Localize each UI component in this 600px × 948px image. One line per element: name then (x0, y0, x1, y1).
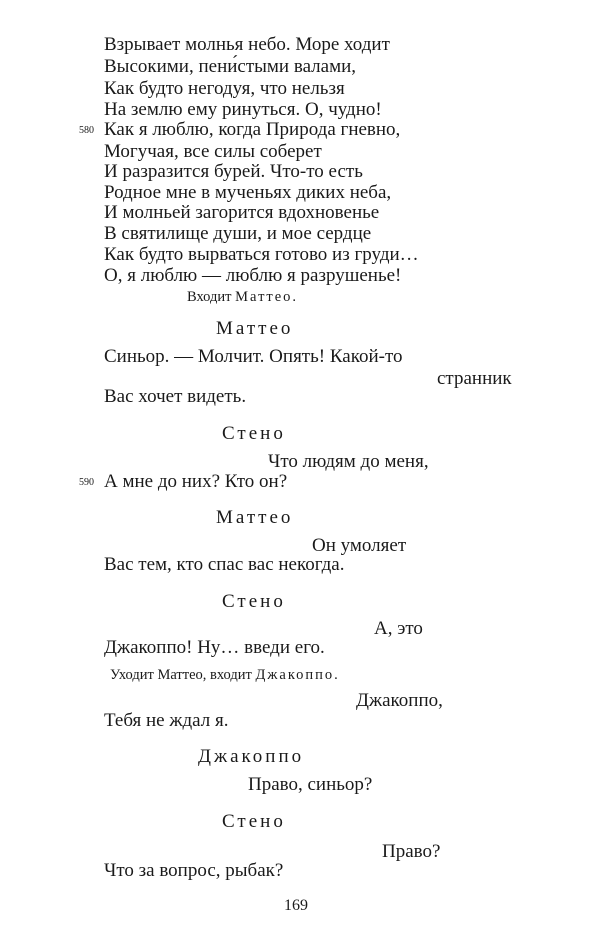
dialogue-line: А мне до них? Кто он? (104, 471, 288, 492)
stage-direction (110, 667, 340, 684)
verse-line: Могучая, все силы соберет (104, 141, 322, 162)
line-number: 590 (79, 477, 94, 488)
page-number: 169 (284, 897, 308, 914)
dialogue-line: Он умоляет (312, 535, 407, 556)
dialogue-line: А, это (374, 618, 423, 639)
speaker-name: Маттео (216, 318, 294, 339)
line-number: 580 (79, 125, 94, 136)
dialogue-line: Право, синьор? (248, 774, 373, 795)
stage-direction-text: Входит (187, 289, 236, 305)
verse-line: На землю ему ринуться. О, чудно! (104, 99, 382, 120)
dialogue-line: Вас тем, кто спас вас некогда. (104, 554, 345, 575)
verse-line: О, я люблю — люблю я разрушенье! (104, 265, 402, 286)
stage-direction-name: Джакоппо. (255, 667, 340, 683)
verse-line: Высокими, пени́стыми валами, (104, 56, 357, 77)
stage-direction-name: Маттео. (235, 289, 299, 305)
verse-line: И разразится бурей. Что-то есть (104, 161, 363, 182)
dialogue-line: Право? (382, 841, 441, 862)
dialogue-line: Синьор. — Молчит. Опять! Какой-то (104, 346, 403, 367)
verse-line: Взрывает молнья небо. Море ходит (104, 34, 390, 55)
dialogue-line: странник (437, 368, 512, 389)
verse-line: В святилище души, и мое сердце (104, 223, 372, 244)
speaker-name: Джакоппо (198, 746, 305, 767)
verse-line: Как я люблю, когда Природа гневно, (104, 119, 401, 140)
dialogue-line: Джакоппо! Ну… введи его. (104, 637, 325, 658)
dialogue-line: Джакоппо, (356, 690, 443, 711)
verse-line: И молньей загорится вдохновенье (104, 202, 380, 223)
verse-line: Как будто негодуя, что нельзя (104, 78, 345, 99)
verse-line: Как будто вырваться готово из груди… (104, 244, 419, 265)
dialogue-line: Вас хочет видеть. (104, 386, 247, 407)
speaker-name: Стено (222, 811, 286, 832)
speaker-name: Стено (222, 591, 286, 612)
dialogue-line: Тебя не ждал я. (104, 710, 229, 731)
dialogue-line: Что людям до меня, (268, 451, 429, 472)
stage-direction-text: Уходит Маттео, входит (110, 667, 256, 683)
speaker-name: Стено (222, 423, 286, 444)
dialogue-line: Что за вопрос, рыбак? (104, 860, 284, 881)
verse-line: Родное мне в мученьях диких неба, (104, 182, 392, 203)
speaker-name: Маттео (216, 507, 294, 528)
stage-direction (187, 289, 298, 306)
